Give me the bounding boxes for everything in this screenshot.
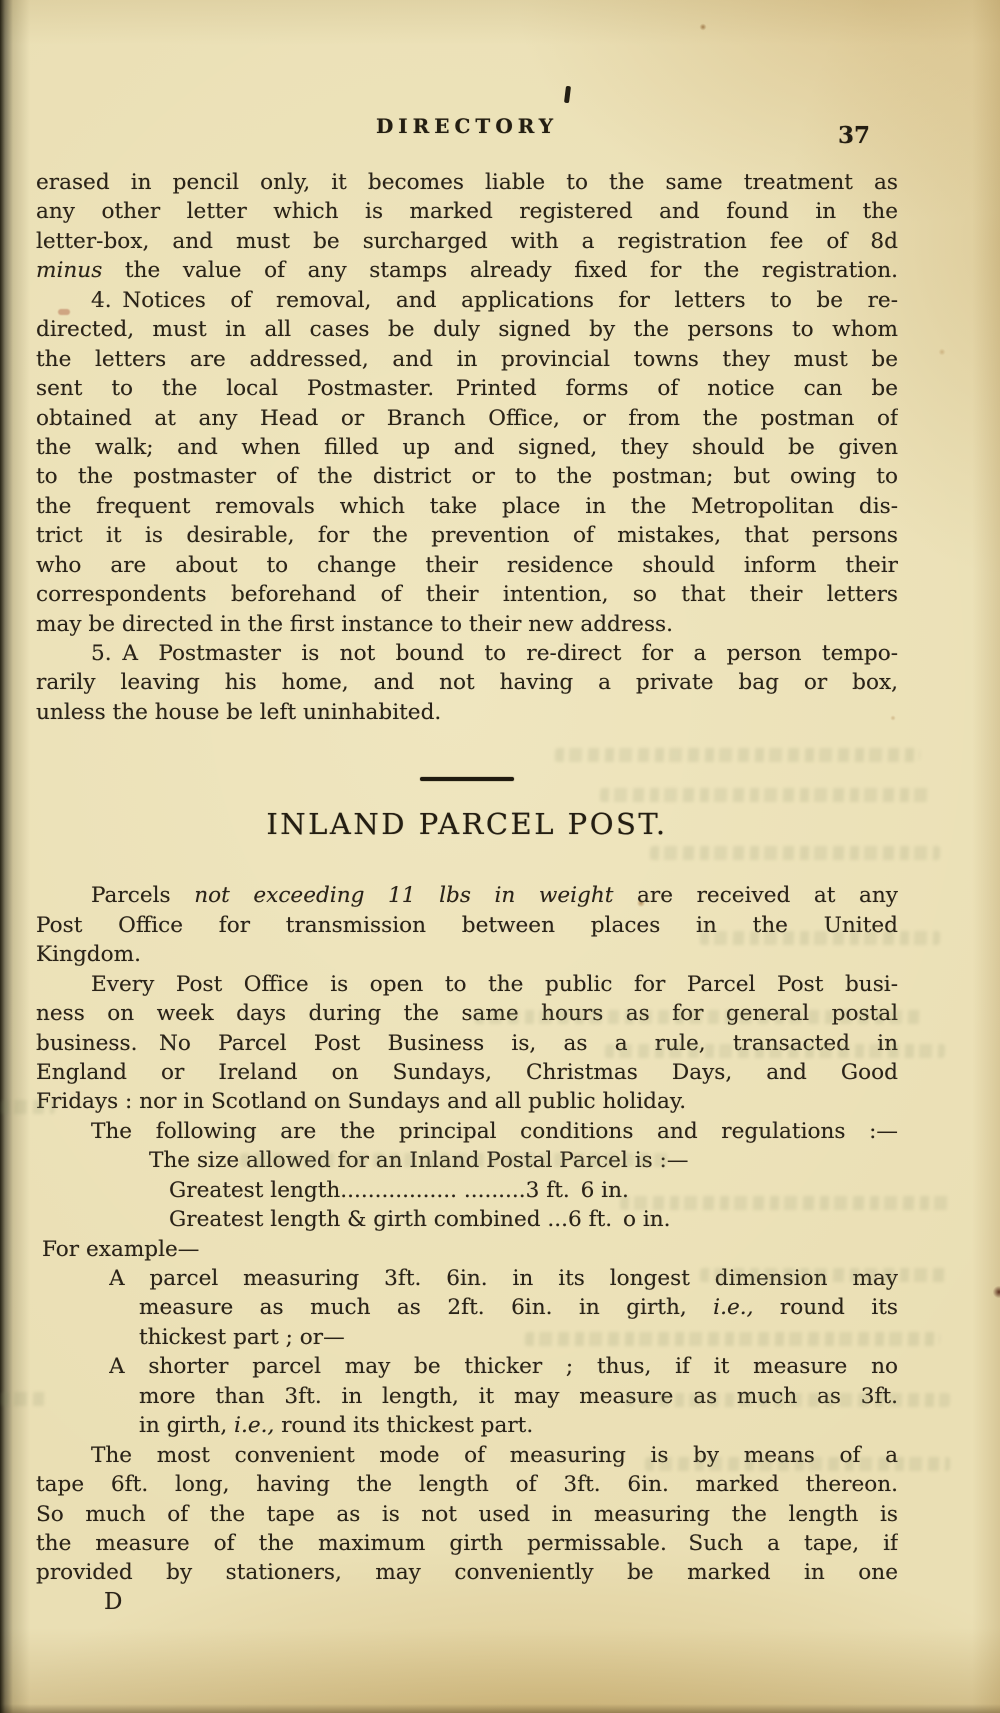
- text-line: may be directed in the first instance to their new address.: [36, 611, 673, 637]
- bleed-through: [600, 788, 930, 802]
- text-line: For example—: [42, 1236, 200, 1262]
- bleed-through: [240, 1153, 670, 1167]
- text-line: Post Office for transmission between places in the United: [36, 912, 898, 938]
- page-number: 37: [837, 122, 870, 149]
- text-line: erased in pencil only, it becomes liable to the same treatment as: [36, 170, 898, 195]
- text-line: who are about to change their residence should inform their: [36, 552, 898, 578]
- text-line: the frequent removals which take place in the Metropolitan dis-: [36, 493, 898, 519]
- text-line: rarily leaving his home, and not having a private bag or box,: [36, 670, 898, 696]
- text-line: Kingdom.: [36, 942, 141, 968]
- bleed-through: [605, 1044, 945, 1058]
- text-line: So much of the tape as is not used in measuring the length is: [36, 1501, 898, 1527]
- text-line: to the postmaster of the district or to the postman; but owing to: [36, 464, 898, 490]
- bleed-through: [475, 1010, 925, 1024]
- text-line: directed, must in all cases be duly signed by the persons to whom: [36, 317, 898, 343]
- bleed-through: [0, 1392, 48, 1406]
- text-line: tape 6ft. long, having the length of 3ft. 6in. marked thereon.: [36, 1472, 898, 1498]
- text-line: measure as much as 2ft. 6in. in girth, i.e., round its: [139, 1295, 898, 1321]
- text-line: Greatest length................. .........3 ft. 6 in.: [169, 1177, 629, 1203]
- bleed-through: [645, 1457, 950, 1471]
- text-line: sent to the local Postmaster. Printed forms of notice can be: [36, 376, 898, 402]
- text-line: 5. A Postmaster is not bound to re-direct for a person tempo-: [91, 641, 898, 666]
- text-line: D: [104, 1588, 123, 1615]
- text-line: the measure of the maximum girth permissable. Such a tape, if: [36, 1530, 898, 1556]
- ink-mark: [564, 86, 571, 103]
- text-line: thickest part ; or—: [139, 1324, 345, 1350]
- text-line: the walk; and when filled up and signed, they should be given: [36, 434, 898, 460]
- bleed-through: [620, 1196, 950, 1210]
- bleed-through: [525, 1332, 940, 1346]
- text-line: letter-box, and must be surcharged with a registration fee of 8d: [36, 228, 898, 254]
- text-line: England or Ireland on Sundays, Christmas Days, and Good: [36, 1059, 898, 1085]
- text-line: any other letter which is marked registered and found in the: [36, 199, 898, 225]
- text-line: The most convenient mode of measuring is by means of a: [91, 1442, 898, 1468]
- text-line: Parcels not exceeding 11 lbs in weight are received at any: [91, 883, 898, 909]
- text-line: obtained at any Head or Branch Office, or from the postman of: [36, 405, 898, 431]
- bleed-through: [700, 931, 940, 945]
- bleed-through: [625, 1393, 950, 1407]
- bleed-through: [700, 1268, 950, 1282]
- text-line: Every Post Office is open to the public for Parcel Post busi-: [91, 971, 898, 997]
- text-line: Fridays : nor in Scotland on Sundays and all public holiday.: [36, 1089, 687, 1115]
- text-line: unless the house be left uninhabited.: [36, 699, 442, 725]
- page-title: DIRECTORY: [375, 114, 559, 138]
- text-line: trict it is desirable, for the prevention of mistakes, that persons: [36, 523, 898, 549]
- text-line: Greatest length & girth combined ...6 ft. o in.: [169, 1207, 671, 1233]
- text-line: more than 3ft. in length, it may measure as much as 3ft.: [139, 1383, 898, 1409]
- paragraph-block-parcel-post: [36, 881, 898, 1617]
- bleed-through: [555, 748, 920, 762]
- text-line: provided by stationers, may conveniently be marked in one: [36, 1560, 898, 1586]
- section-divider: [420, 777, 514, 781]
- text-line: The following are the principal conditions and regulations :—: [91, 1118, 898, 1144]
- text-line: 4. Notices of removal, and applications for letters to be re-: [91, 287, 898, 313]
- text-line: in girth, i.e., round its thickest part.: [139, 1413, 534, 1439]
- text-line: the letters are addressed, and in provincial towns they must be: [36, 346, 898, 372]
- section-heading: INLAND PARCEL POST.: [266, 807, 668, 842]
- text-line: minus the value of any stamps already fixed for the registration.: [36, 258, 898, 284]
- text-line: A parcel measuring 3ft. 6in. in its longest dimension may: [109, 1266, 898, 1291]
- text-line: business. No Parcel Post Business is, as a rule, transacted in: [36, 1030, 898, 1056]
- running-head: [36, 114, 898, 148]
- paragraph-block-letter-rules: [36, 168, 898, 727]
- text-line: The size allowed for an Inland Postal Parcel is :—: [149, 1148, 689, 1174]
- text-line: A shorter parcel may be thicker ; thus, if it measure no: [109, 1354, 898, 1380]
- text-line: correspondents beforehand of their intention, so that their letters: [36, 582, 898, 608]
- bleed-through: [650, 846, 940, 860]
- bleed-through: [0, 1100, 55, 1114]
- text-line: ness on week days during the same hours as for general postal: [36, 1001, 898, 1027]
